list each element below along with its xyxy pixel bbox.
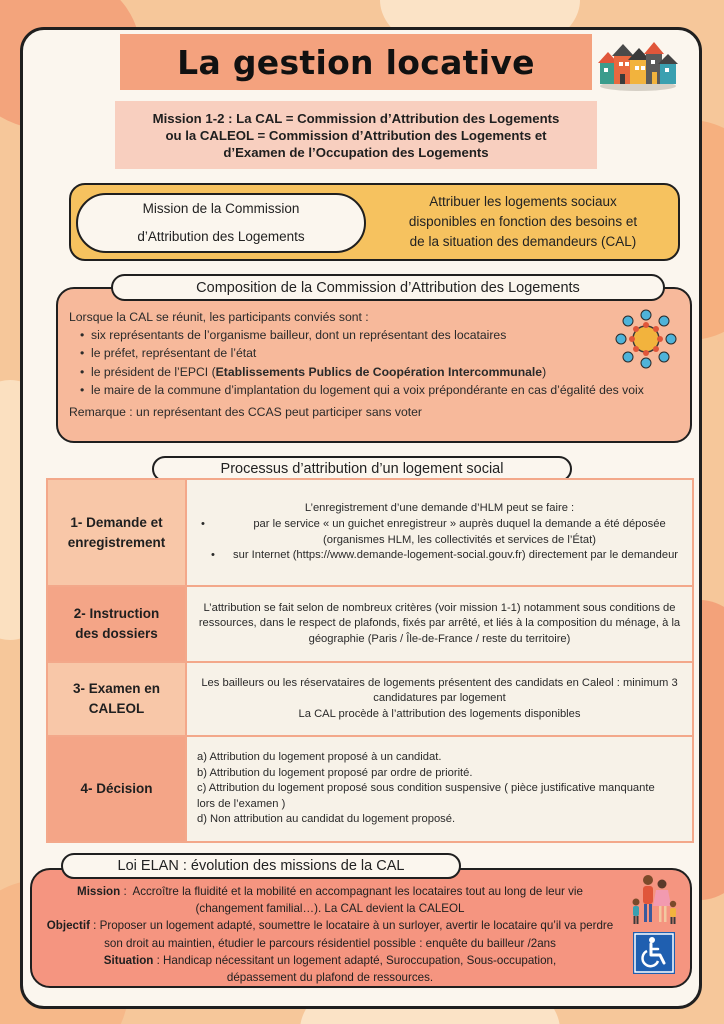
elan-item-text: Proposer un logement adapté, soumettre le locataire à un surloyer, avertir le locataire qu’il va perdre son droit au maintien, étudier le parcours résidentiel possible : enquête du bailleur /2ans [99, 919, 614, 950]
elan-item-label: Objectif [46, 919, 90, 933]
process-step-label-line: 3- Examen en [72, 681, 161, 696]
process-step-text: d) Non attribution au candidat du logement proposé. [197, 813, 456, 826]
list-item [69, 326, 609, 344]
table-row [47, 736, 693, 842]
mission-header-line: ou la CALEOL = Commission d’Attribution des Logements et [165, 127, 547, 143]
process-step-content [186, 586, 693, 662]
elan-item-text: Accroître la fluidité et la mobilité en accompagnant les locataires tout au long de leur vie (changement familial…). La CAL devient la CALEOL [132, 885, 583, 916]
elan-item [38, 952, 622, 986]
table-row [47, 662, 693, 736]
process-step-text: La CAL procède à l’attribution des logements disponibles [298, 707, 581, 720]
composition-content [69, 308, 685, 421]
composition-heading: Composition de la Commission d’Attribution des Logements [111, 274, 665, 301]
process-step-label-line: des dossiers [75, 626, 158, 641]
wheelchair-accessibility-icon [633, 932, 675, 974]
list-item-text: ) [542, 364, 547, 379]
elan-item-label: Situation [103, 953, 154, 967]
elan-item-separator: : [153, 953, 164, 967]
list-item [69, 363, 685, 381]
bullet: • [201, 517, 205, 530]
elan-item-separator: : [89, 919, 100, 933]
houses-illustration-icon [596, 36, 680, 94]
process-step-label-line: 4- Décision [80, 781, 153, 796]
process-step-intro: L’enregistrement d’une demande d’HLM peut se faire : [304, 502, 575, 515]
list-item [69, 344, 685, 362]
process-step-text: Les bailleurs ou les réservataires de logements présentent des candidats en Caleol : minimum 3 candidatures par logement [201, 676, 678, 705]
process-step-label [47, 586, 186, 662]
bullet: • [211, 549, 215, 562]
page-title: La gestion locative [120, 34, 592, 90]
process-step-text: c) Attribution du logement proposé sous condition suspensive ( pièce justificative manquante lors de l’examen ) [197, 782, 655, 810]
process-step-content [186, 736, 693, 842]
mission-description [372, 189, 674, 255]
mission-description-line: Attribuer les logements sociaux [429, 194, 617, 209]
list-item-bold: Etablissements Publics de Coopération Intercommunale [215, 364, 543, 379]
process-step-text: a) Attribution du logement proposé à un candidat. [197, 751, 442, 764]
process-step-text: b) Attribution du logement proposé par ordre de priorité. [197, 766, 473, 779]
process-step-label [47, 479, 186, 586]
process-step-content [186, 479, 693, 586]
elan-item [38, 917, 622, 951]
process-step-content [186, 662, 693, 736]
process-table [46, 478, 694, 843]
process-step-text: L’attribution se fait selon de nombreux critères (voir mission 1-1) notamment sous conditions de ressources, dans le respect de plafonds, fixés par arrêté, et liés à la composition du ménage, à la géographie (Paris / Île-de-France / reste du territoire) [198, 601, 681, 645]
elan-item-label: Mission [77, 885, 121, 898]
list-item-text: par le service « un guichet enregistreur » auprès duquel la demande a été déposée (organismes HLM, les collectivités et services de l’État) [253, 517, 666, 546]
table-row [47, 479, 693, 586]
composition-list [69, 326, 685, 399]
process-step-label-line: enregistrement [67, 534, 166, 550]
process-step-label-line: CALEOL [88, 701, 145, 716]
mission-header [115, 101, 597, 169]
list-item-text: le président de l’EPCI ( [91, 364, 216, 379]
elan-item [38, 883, 622, 917]
list-item-text: le préfet, représentant de l’état [91, 346, 257, 361]
mission-header-line: Mission 1-2 : La CAL = Commission d’Attribution des Logements [152, 110, 560, 126]
mission-description-line: disponibles en fonction des besoins et [408, 214, 638, 229]
elan-heading: Loi ELAN : évolution des missions de la CAL [61, 853, 461, 879]
mission-description-line: de la situation des demandeurs (CAL) [409, 234, 637, 249]
elan-item-separator: : [120, 885, 133, 898]
elan-content [38, 883, 622, 986]
composition-remark: Remarque : un représentant des CCAS peut participer sans voter [69, 405, 422, 420]
list-item-text: sur Internet (https://www.demande-logement-social.gouv.fr) directement par le demandeur [233, 549, 679, 562]
list-item-text: le maire de la commune d’implantation du logement qui a voix prépondérante en cas d’égalité des voix [91, 382, 644, 397]
elan-item-text: Handicap nécessitant un logement adapté, Suroccupation, Sous-occupation, dépassement du plafond de ressources. [163, 953, 557, 985]
process-step-label-line: 1- Demande et [70, 514, 163, 530]
people-circle-icon [614, 308, 678, 370]
list-item [197, 517, 682, 548]
family-icon [628, 872, 680, 930]
process-step-label-line: 2- Instruction [73, 606, 160, 621]
process-heading: Processus d’attribution d’un logement social [152, 456, 572, 482]
list-item [197, 548, 682, 564]
mission-header-line: d’Examen de l’Occupation des Logements [223, 144, 489, 160]
table-row [47, 586, 693, 662]
composition-intro: Lorsque la CAL se réunit, les participants conviés sont : [69, 310, 369, 324]
list-item [69, 381, 685, 399]
mission-label-line: d’Attribution des Logements [137, 229, 305, 244]
list-item-text: six représentants de l’organisme bailleur, dont un représentant des locataires [91, 328, 507, 343]
mission-label-pill [76, 193, 366, 253]
process-step-label [47, 662, 186, 736]
mission-label-line: Mission de la Commission [142, 201, 300, 216]
process-step-label [47, 736, 186, 842]
